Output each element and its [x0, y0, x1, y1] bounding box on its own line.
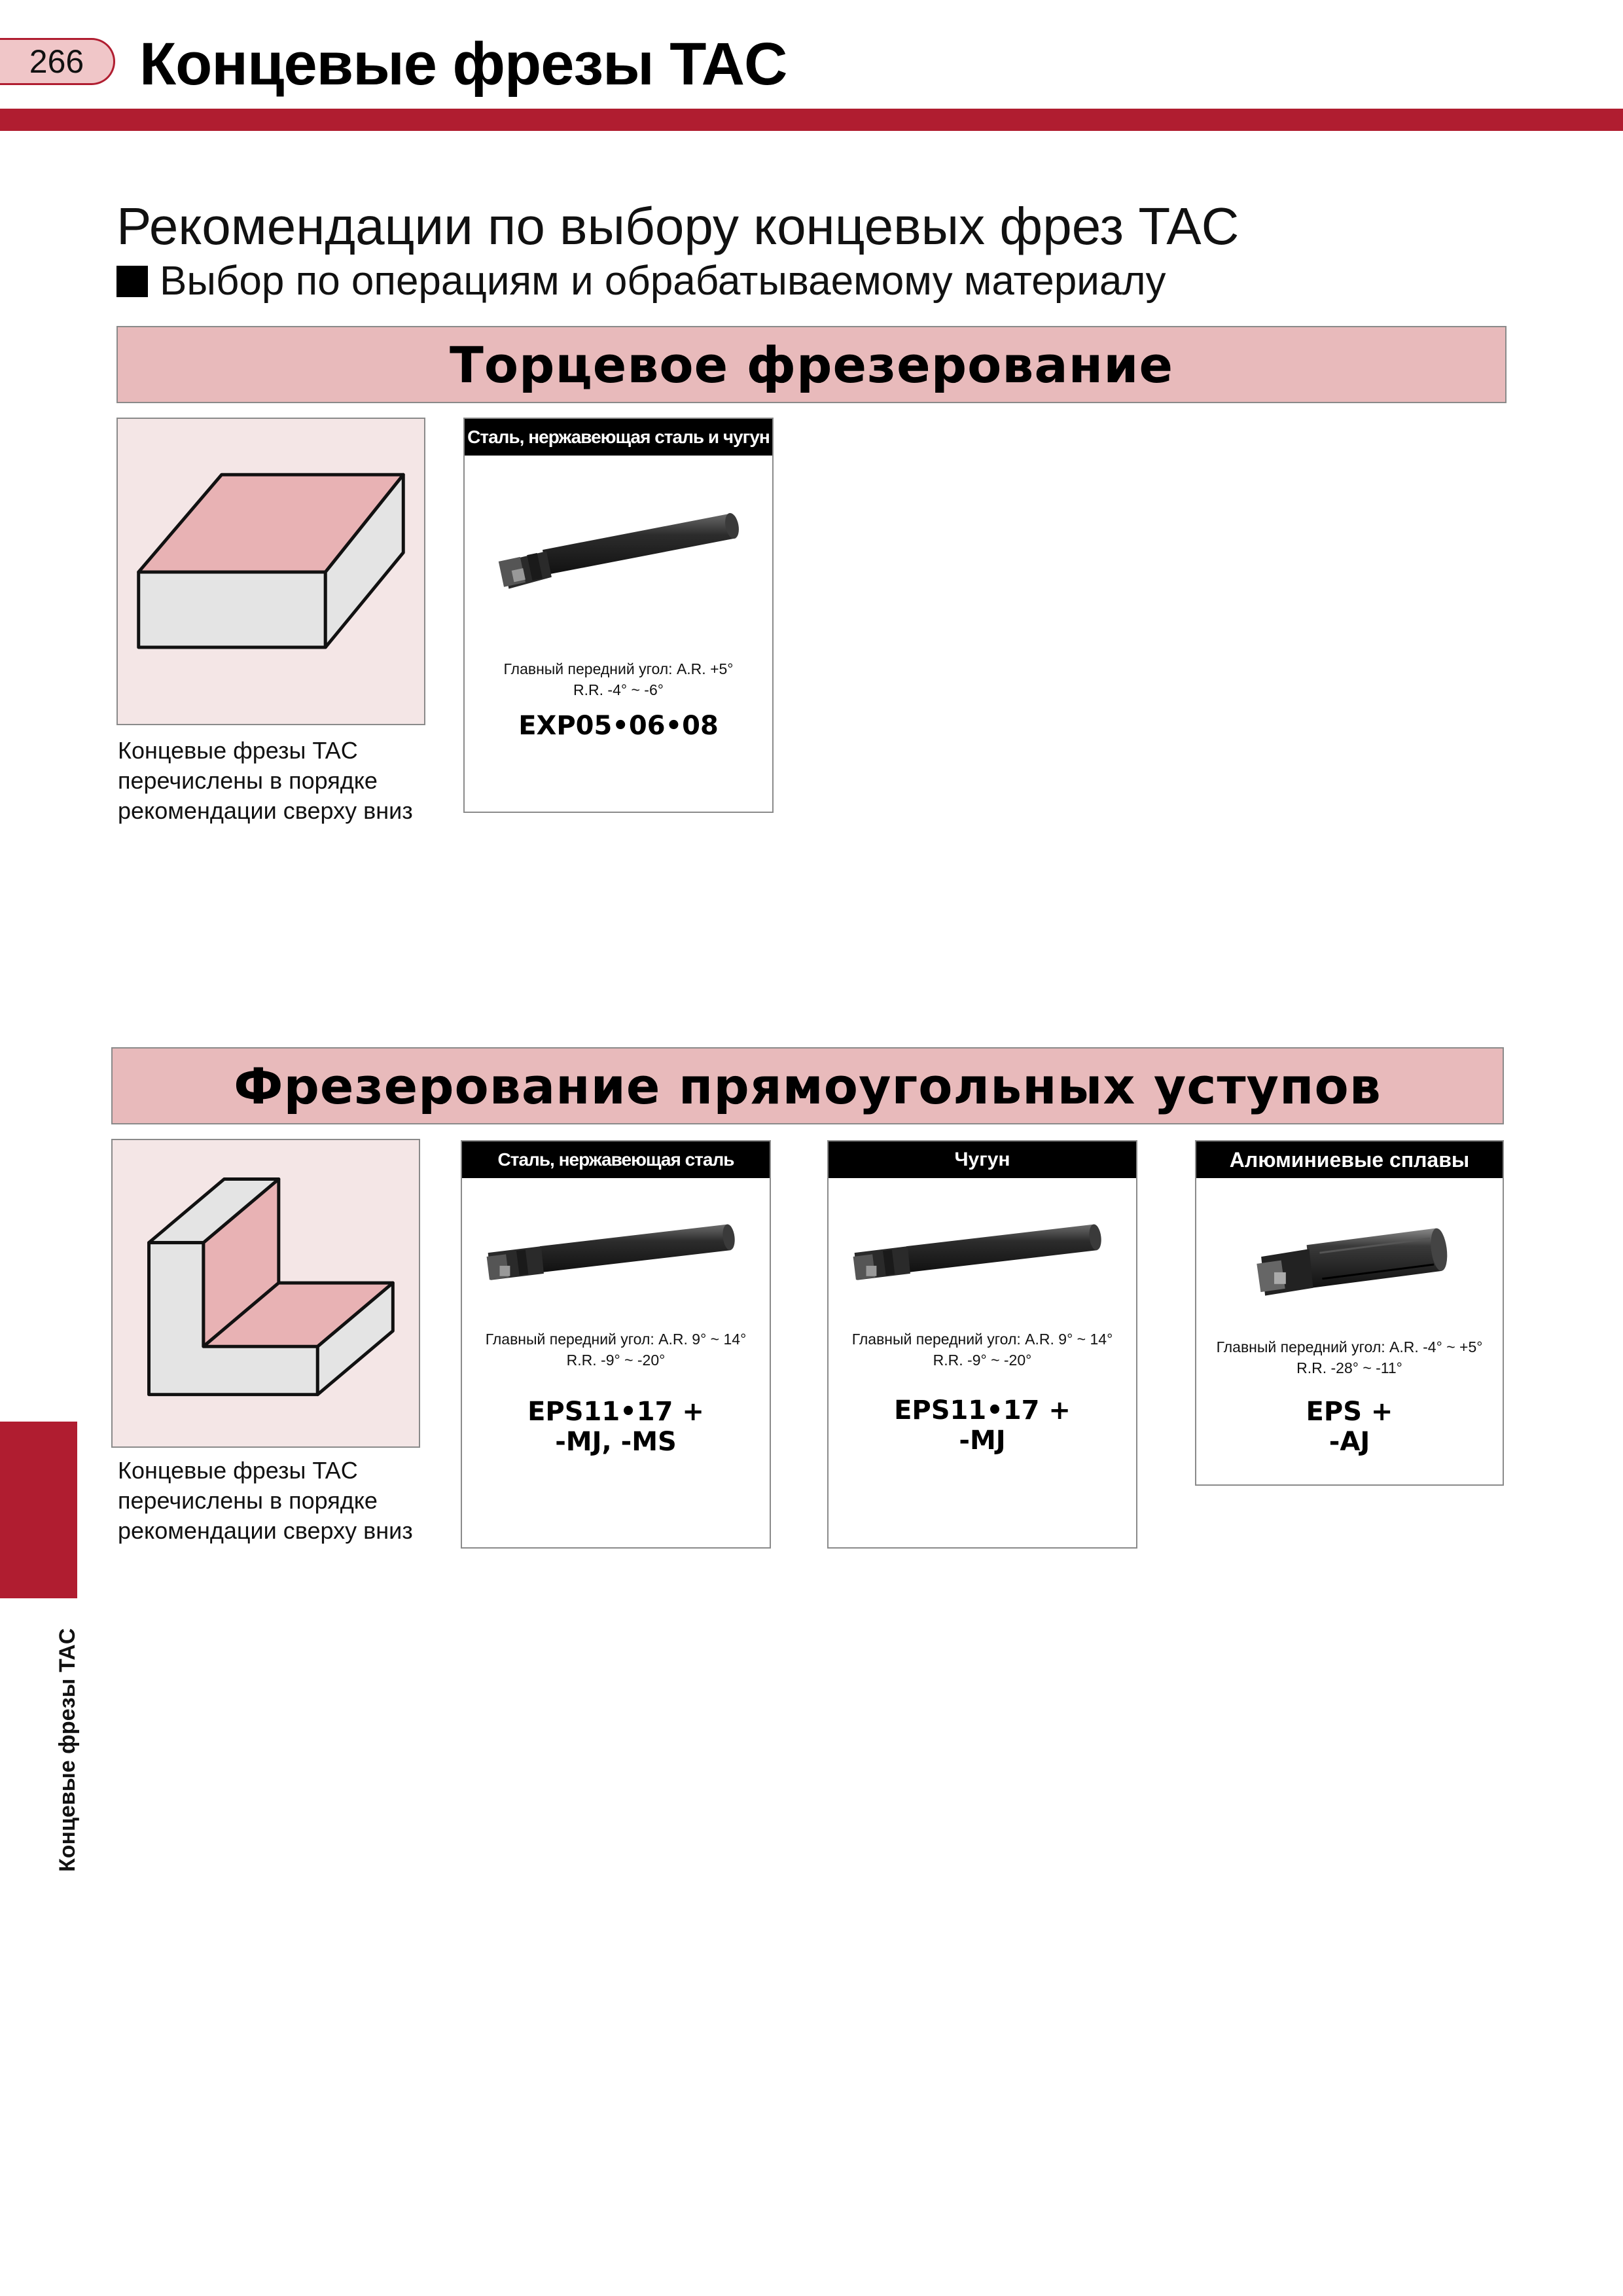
face-milling-illustration: [116, 418, 425, 725]
header-rule: [0, 109, 1623, 131]
rake-angle-rr: R.R. -9° ~ -20°: [566, 1352, 666, 1369]
card-material-header: Чугун: [829, 1141, 1136, 1178]
model-suffix: -MJ: [959, 1426, 1006, 1456]
rake-angle-rr: R.R. -28° ~ -11°: [1296, 1359, 1402, 1376]
model-code: EXP05•06•08: [518, 711, 719, 741]
rake-angle-ar: Главный передний угол: A.R. 9° ~ 14°: [851, 1331, 1113, 1348]
side-tab-label: Концевые фрезы TAC: [55, 1628, 80, 1872]
card-material-header: Сталь, нержавеющая сталь и чугун: [465, 419, 772, 456]
section-subtitle-text: Выбор по операциям и обрабатываемому материалу: [160, 259, 1166, 304]
shoulder-milling-band: Фрезерование прямоугольных уступов: [111, 1047, 1504, 1124]
face-milling-band: Торцевое фрезерование: [116, 326, 1507, 403]
model-code: EPS11•17 +: [894, 1395, 1071, 1426]
page-number: 266: [0, 38, 115, 85]
section-title: Рекомендации по выбору концевых фрез TAC: [116, 197, 1240, 255]
end-mill-image: [829, 1207, 1136, 1312]
model-suffix: -MJ, -MS: [555, 1427, 677, 1457]
end-mill-image: [1196, 1207, 1503, 1325]
rake-angle-ar: Главный передний угол: A.R. +5°: [503, 660, 734, 677]
end-mill-icon: [829, 1207, 1136, 1312]
rake-angle-rr: R.R. -4° ~ -6°: [573, 681, 664, 698]
section-subtitle: [116, 258, 1166, 304]
tool-card[interactable]: [463, 418, 774, 813]
shoulder-block-icon: [113, 1140, 419, 1446]
face-milling-block-icon: [118, 419, 424, 724]
model-code: EPS11•17 +: [527, 1397, 704, 1427]
end-mill-icon: [1196, 1207, 1503, 1325]
end-mill-image: [465, 491, 772, 622]
side-tab-marker: [0, 1422, 77, 1598]
shoulder-milling-illustration: [111, 1139, 420, 1448]
rake-angle-ar: Главный передний угол: A.R. -4° ~ +5°: [1216, 1338, 1483, 1355]
rake-angle-rr: R.R. -9° ~ -20°: [933, 1352, 1032, 1369]
model-code: EPS +: [1306, 1397, 1393, 1427]
card-material-header: Сталь, нержавеющая сталь: [462, 1141, 770, 1178]
document-title: Концевые фрезы TAC: [139, 31, 787, 98]
model-suffix: -AJ: [1329, 1427, 1370, 1457]
end-mill-icon: [465, 491, 772, 622]
face-milling-note: Концевые фрезы TAC перечислены в порядке рекомендации сверху вниз: [118, 737, 413, 824]
card-material-header: Алюминиевые сплавы: [1196, 1141, 1503, 1178]
end-mill-image: [462, 1207, 770, 1312]
square-bullet-icon: [116, 266, 148, 297]
tool-card[interactable]: [1195, 1140, 1504, 1486]
tool-card[interactable]: [461, 1140, 771, 1549]
tool-card[interactable]: [827, 1140, 1137, 1549]
shoulder-milling-note: Концевые фрезы TAC перечислены в порядке рекомендации сверху вниз: [118, 1457, 413, 1544]
rake-angle-ar: Главный передний угол: A.R. 9° ~ 14°: [485, 1331, 747, 1348]
end-mill-icon: [462, 1207, 770, 1312]
